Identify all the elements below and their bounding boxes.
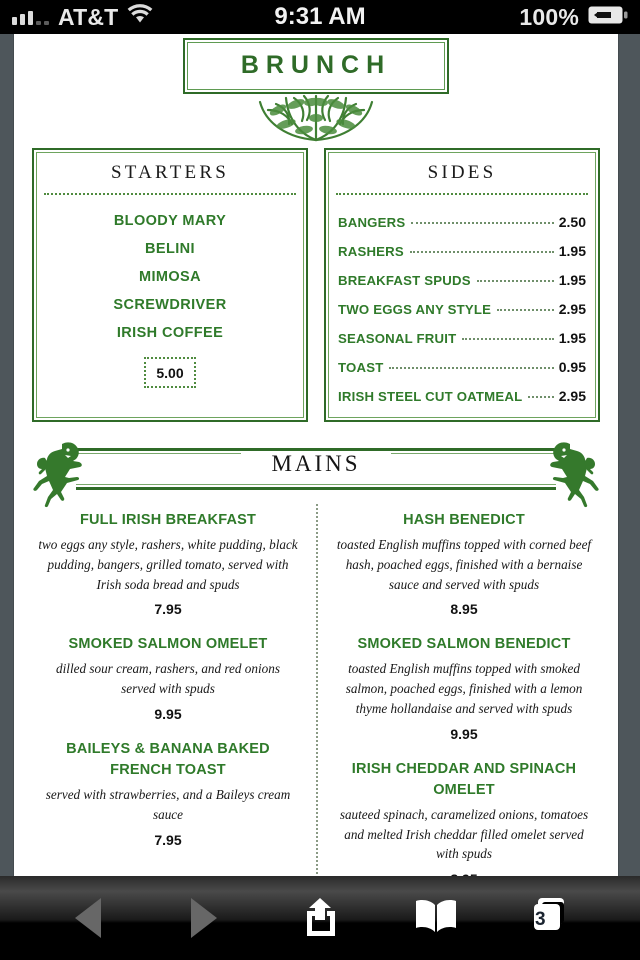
menu-item bbox=[334, 634, 594, 741]
signal-bars-icon bbox=[12, 9, 49, 25]
starters-list bbox=[34, 207, 306, 347]
list-item: IRISH COFFEE bbox=[116, 325, 224, 341]
list-item: SCREWDRIVER bbox=[113, 297, 227, 313]
list-item bbox=[338, 352, 586, 381]
side-price: 2.95 bbox=[558, 387, 586, 404]
dish-description: dilled sour cream, rashers, and red onions served with spuds bbox=[56, 661, 280, 697]
mains-grid bbox=[14, 500, 618, 904]
leader-dots bbox=[477, 280, 554, 282]
sides-section bbox=[324, 148, 600, 422]
dish-description: toasted English muffins topped with corned beef hash, poached eggs, finished with a bernaise sauce and served with spuds bbox=[336, 537, 592, 592]
list-item: BELINI bbox=[145, 241, 195, 257]
brunch-header bbox=[14, 34, 618, 142]
lion-rampant-icon bbox=[536, 438, 600, 500]
side-price: 2.50 bbox=[558, 213, 586, 230]
starters-divider bbox=[44, 193, 296, 195]
list-item bbox=[338, 236, 586, 265]
sides-title: SIDES bbox=[427, 162, 497, 183]
dish-name: BAILEYS & BANANA BAKED FRENCH TOAST bbox=[66, 741, 270, 779]
clock: 9:31 AM bbox=[274, 3, 366, 30]
dish-name: FULL IRISH BREAKFAST bbox=[79, 512, 257, 528]
list-item bbox=[338, 207, 586, 236]
menu-item bbox=[334, 759, 594, 887]
list-item: BLOODY MARY bbox=[113, 213, 227, 229]
dish-name: SMOKED SALMON OMELET bbox=[68, 636, 268, 653]
side-name: BREAKFAST SPUDS bbox=[338, 272, 471, 288]
list-item bbox=[338, 265, 586, 294]
mains-left-column bbox=[30, 510, 316, 904]
carrier-label: AT&T bbox=[58, 3, 119, 30]
side-name: RASHERS bbox=[338, 243, 404, 259]
side-name: SEASONAL FRUIT bbox=[338, 330, 457, 346]
share-icon bbox=[299, 895, 341, 942]
menu-page bbox=[14, 34, 618, 876]
sides-list bbox=[326, 207, 598, 410]
leader-dots bbox=[411, 222, 553, 224]
side-price: 1.95 bbox=[558, 271, 586, 288]
mains-title: MAINS bbox=[241, 451, 391, 477]
menu-item bbox=[38, 634, 298, 722]
battery-percent-label: 100% bbox=[519, 3, 579, 30]
list-item bbox=[338, 381, 586, 410]
dish-name: IRISH CHEDDAR AND SPINACH OMELET bbox=[351, 760, 577, 798]
starters-price-box: 5.00 bbox=[144, 357, 196, 388]
dish-description: two eggs any style, rashers, white pudding, black pudding, bangers, grilled tomato, served with Irish soda bread and spuds bbox=[38, 537, 298, 592]
dish-description: sauteed spinach, caramelized onions, tomatoes and melted Irish cheddar filled omelet served with spuds bbox=[339, 806, 589, 862]
side-price: 0.95 bbox=[558, 358, 586, 375]
dish-description: served with strawberries, and a Baileys cream sauce bbox=[45, 787, 291, 822]
leader-dots bbox=[462, 338, 553, 340]
list-item bbox=[338, 294, 586, 323]
list-item: MIMOSA bbox=[138, 269, 201, 285]
side-price: 1.95 bbox=[558, 329, 586, 346]
dish-price: 8.95 bbox=[450, 601, 478, 618]
open-book-icon bbox=[413, 898, 459, 939]
lion-rampant-icon bbox=[32, 438, 96, 500]
dish-price: 9.95 bbox=[450, 725, 478, 742]
sides-divider bbox=[336, 193, 588, 195]
status-bar-right bbox=[519, 4, 628, 31]
dish-price: 9.95 bbox=[154, 706, 182, 723]
status-bar-left bbox=[12, 4, 153, 31]
leader-dots bbox=[410, 251, 554, 253]
menu-item bbox=[334, 510, 594, 617]
side-name: TWO EGGS ANY STYLE bbox=[338, 301, 492, 317]
battery-charging-icon bbox=[588, 5, 628, 30]
browser-toolbar bbox=[0, 876, 640, 960]
back-arrow-icon bbox=[75, 898, 101, 938]
dish-description: toasted English muffins topped with smoked salmon, poached eggs, finished with a lemon thyme hollandaise and served with spuds bbox=[345, 661, 583, 717]
status-bar bbox=[0, 0, 640, 34]
browser-viewport[interactable] bbox=[0, 34, 640, 876]
bookmarks-button[interactable] bbox=[400, 894, 472, 942]
side-price: 2.95 bbox=[558, 300, 586, 317]
tabs-icon bbox=[532, 896, 572, 941]
starters-section bbox=[32, 148, 308, 422]
menu-item bbox=[38, 510, 298, 617]
menu-item bbox=[38, 739, 298, 848]
tab-count-label: 3 bbox=[535, 908, 546, 930]
side-name: TOAST bbox=[338, 359, 384, 375]
column-divider bbox=[316, 504, 318, 898]
leader-dots bbox=[389, 367, 553, 369]
laurel-wreath-ornament bbox=[216, 88, 416, 142]
dish-price: 7.95 bbox=[154, 601, 182, 618]
brunch-title-box bbox=[183, 38, 449, 94]
forward-arrow-icon bbox=[191, 898, 217, 938]
side-name: BANGERS bbox=[338, 214, 406, 230]
tabs-button[interactable] bbox=[516, 894, 588, 942]
page-title: BRUNCH bbox=[240, 51, 392, 79]
side-name: IRISH STEEL CUT OATMEAL bbox=[338, 388, 523, 404]
leader-dots bbox=[497, 309, 554, 311]
share-button[interactable] bbox=[284, 894, 356, 942]
dish-name: SMOKED SALMON BENEDICT bbox=[357, 636, 571, 653]
list-item bbox=[338, 323, 586, 352]
wifi-icon bbox=[127, 5, 153, 30]
back-button[interactable] bbox=[52, 894, 124, 942]
forward-button[interactable] bbox=[168, 894, 240, 942]
dish-name: HASH BENEDICT bbox=[403, 512, 525, 528]
dish-price: 7.95 bbox=[154, 831, 182, 848]
mains-right-column bbox=[316, 510, 602, 904]
side-price: 1.95 bbox=[558, 242, 586, 259]
leader-dots bbox=[528, 396, 553, 398]
mains-banner bbox=[32, 438, 600, 500]
starters-title: STARTERS bbox=[111, 162, 229, 183]
starters-sides-row bbox=[14, 142, 618, 422]
